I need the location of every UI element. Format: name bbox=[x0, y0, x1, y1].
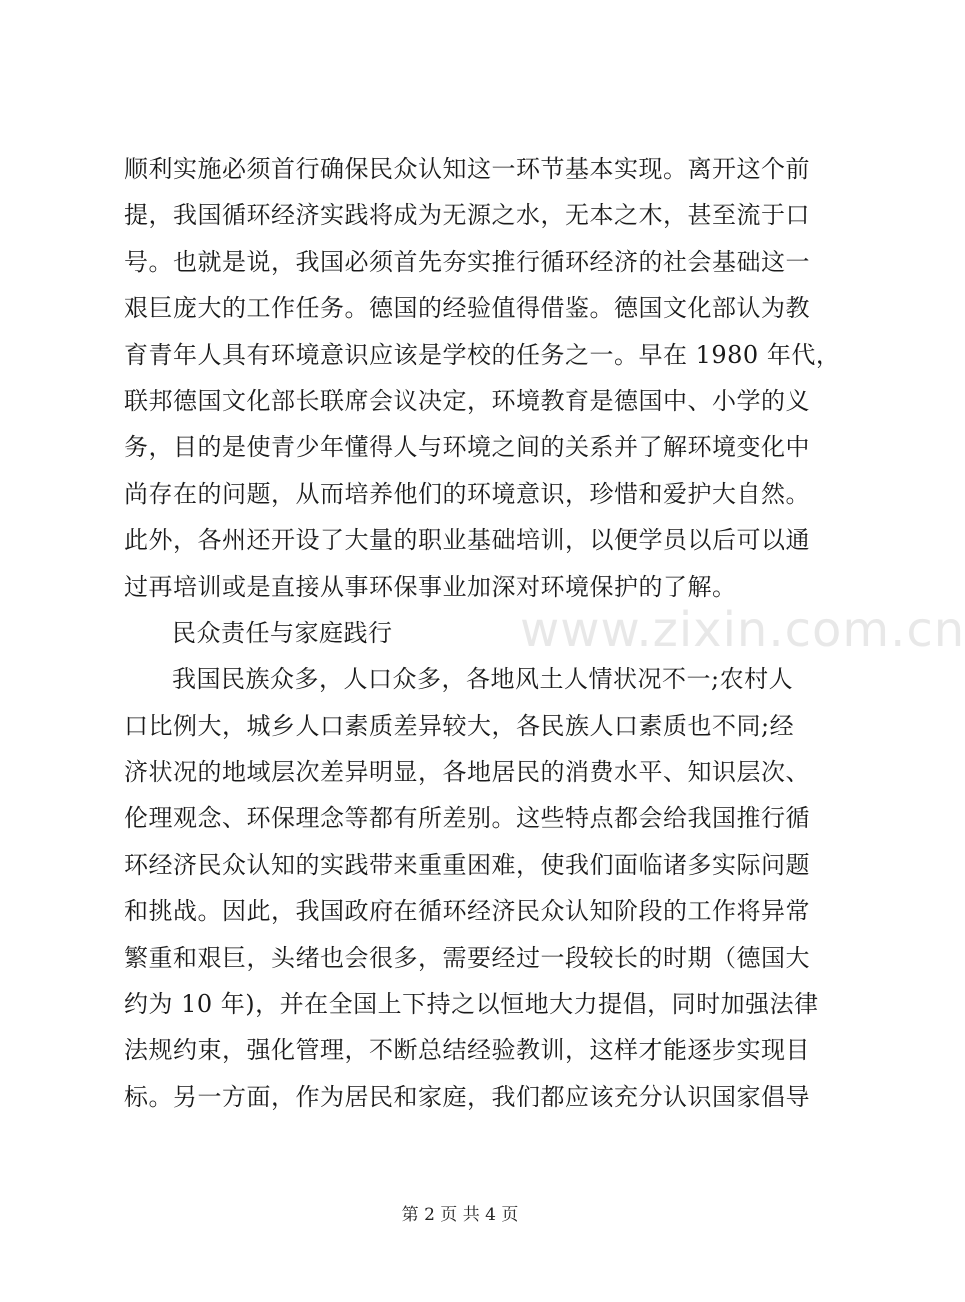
body-text bbox=[124, 146, 841, 1120]
text-line: 务，目的是使青少年懂得人与环境之间的关系并了解环境变化中 bbox=[124, 433, 810, 462]
text-line: 育青年人具有环境意识应该是学校的任务之一。早在 1980 年代， bbox=[124, 340, 841, 369]
page-footer: 第 2 页 共 4 页 bbox=[401, 1205, 519, 1225]
text-line: 济状况的地域层次差异明显，各地居民的消费水平、知识层次、 bbox=[124, 758, 810, 787]
text-line: 和挑战。因此，我国政府在循环经济民众认知阶段的工作将异常 bbox=[124, 897, 810, 926]
watermark: www.zixin.com.cn bbox=[520, 602, 965, 658]
text-line: 过再培训或是直接从事环保事业加深对环境保护的了解。 bbox=[124, 572, 737, 601]
text-line: 艰巨庞大的工作任务。德国的经验值得借鉴。德国文化部认为教 bbox=[124, 294, 810, 323]
text-line: 尚存在的问题，从而培养他们的环境意识，珍惜和爱护大自然。 bbox=[124, 479, 810, 508]
text-line: 约为 10 年)，并在全国上下持之以恒地大力提倡，同时加强法律 bbox=[124, 990, 819, 1019]
section-heading: 民众责任与家庭践行 bbox=[172, 618, 393, 647]
text-line: 繁重和艰巨，头绪也会很多，需要经过一段较长的时期（德国大 bbox=[124, 943, 810, 972]
text-line: 我国民族众多，人口众多，各地风土人情状况不一;农村人 bbox=[172, 665, 794, 694]
text-line: 联邦德国文化部长联席会议决定，环境教育是德国中、小学的义 bbox=[124, 386, 810, 415]
text-line: 口比例大，城乡人口素质差异较大，各民族人口素质也不同;经 bbox=[124, 711, 795, 740]
text-line: 提，我国循环经济实践将成为无源之水，无本之木，甚至流于口 bbox=[124, 201, 810, 230]
text-line: 顺利实施必须首行确保民众认知这一环节基本实现。离开这个前 bbox=[124, 155, 810, 183]
text-line: 环经济民众认知的实践带来重重困难，使我们面临诸多实际问题 bbox=[124, 850, 810, 879]
text-line: 伦理观念、环保理念等都有所差别。这些特点都会给我国推行循 bbox=[124, 804, 810, 833]
text-line: 标。另一方面，作为居民和家庭，我们都应该充分认识国家倡导 bbox=[124, 1082, 810, 1111]
text-line: 此外，各州还开设了大量的职业基础培训，以便学员以后可以通 bbox=[124, 526, 810, 555]
text-line: 号。也就是说，我国必须首先夯实推行循环经济的社会基础这一 bbox=[124, 247, 810, 276]
text-line: 法规约束，强化管理，不断总结经验教训，这样才能逐步实现目 bbox=[124, 1036, 810, 1065]
